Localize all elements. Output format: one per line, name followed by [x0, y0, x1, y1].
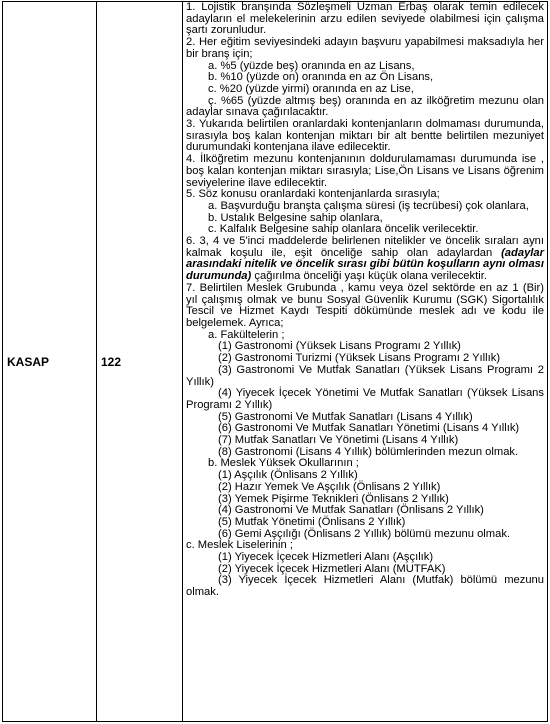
- requirement-7a5: (5) Gastronomi Ve Mutfak Sanatları (Lisans 4 Yıllık): [218, 410, 473, 423]
- code-cell: [97, 2, 183, 722]
- requirement-7a6: (6) Gastronomi Ve Mutfak Sanatları Yönetimi (Lisans 4 Yıllık): [218, 422, 520, 435]
- requirements-text: [186, 2, 544, 599]
- requirement-7a3: (3) Gastronomi Ve Mutfak Sanatları (Yüksek Lisans Programı 2 Yıllık): [186, 363, 544, 388]
- requirement-7c1: (1) Yiyecek İçecek Hizmetleri Alanı (Aşçılık): [218, 551, 434, 564]
- requirement-7c2: (2) Yiyecek İçecek Hizmetleri Alanı (MUTFAK): [218, 562, 446, 575]
- requirement-6: [186, 236, 544, 283]
- requirement-1: 1. Lojistik branşında Sözleşmeli Uzman Erbaş olarak temin edilecek adayların el melekelerinin arzu edilen seviyede olabilmesi için çalışma şartı zorunludur.: [186, 1, 544, 37]
- requirement-6-emphasis: (adaylar arasındaki nitelik ve öncelik sırası gibi bütün koşulların aynı olması durumunda): [186, 246, 544, 283]
- requirement-5: 5. Söz konusu oranlardaki kontenjanlarda sırasıyla;: [186, 188, 440, 201]
- requirements-cell: [183, 2, 548, 722]
- requirement-7a1: (1) Gastronomi (Yüksek Lisans Programı 2 Yıllık): [218, 340, 461, 353]
- requirement-6-end: çağırılma önceliği yaşı küçük olana verilecektir.: [251, 270, 487, 283]
- requirement-2c: c. %20 (yüzde yirmi) oranında en az Lise,: [208, 82, 414, 95]
- requirement-7a: a. Fakültelerin ;: [208, 328, 285, 341]
- requirement-6-start: 6. 3, 4 ve 5'inci maddelerde belirlenen nitelikler ve öncelik sıraları aynı kalmak koşulu ile, eşit önceliğe sahip olan adaylardan: [186, 235, 544, 259]
- requirement-5a: a. Başvurduğu branşta çalışma süresi (iş tecrübesi) çok olanlara,: [208, 199, 529, 212]
- branch-cell: [3, 2, 97, 722]
- requirement-7b5: (5) Mutfak Yönetimi (Önlisans 2 Yıllık): [218, 515, 406, 528]
- requirement-7a2: (2) Gastronomi Turizmi (Yüksek Lisans Programı 2 Yıllık): [218, 352, 501, 365]
- requirement-5c: c. Kalfalık Belgesine sahip olanlara öncelik verilecektir.: [208, 223, 479, 236]
- requirement-7b: b. Meslek Yüksek Okullarının ;: [208, 457, 359, 470]
- requirement-5b: b. Ustalık Belgesine sahip olanlara,: [208, 211, 383, 224]
- requirement-7a4: (4) Yiyecek İçecek Yönetimi Ve Mutfak Sanatları (Yüksek Lisans Programı 2 Yıllık): [186, 387, 544, 411]
- table-row: [3, 2, 548, 722]
- requirement-7a7: (7) Mutfak Sanatları Ve Yönetimi (Lisans 4 Yıllık): [218, 434, 459, 447]
- requirement-2d: ç. %65 (yüzde altmış beş) oranında en az ilköğretim mezunu olan adaylar sınava çağırılacaktır.: [186, 94, 544, 119]
- requirement-7b1: (1) Aşçılık (Önlisans 2 Yıllık): [218, 469, 358, 482]
- requirement-7b2: (2) Hazır Yemek Ve Aşçılık (Önlisans 2 Yıllık): [218, 480, 441, 493]
- branch-code: 122: [101, 354, 122, 369]
- requirement-7b4: (4) Gastronomi Ve Mutfak Sanatları (Önlisans 2 Yıllık): [218, 504, 484, 517]
- requirement-7b3: (3) Yemek Pişirme Teknikleri (Önlisans 2 Yıllık): [218, 492, 449, 505]
- requirement-2: 2. Her eğitim seviyesindeki adayın başvuru yapabilmesi maksadıyla her bir branş için;: [186, 36, 544, 60]
- requirement-4: 4. İlköğretim mezunu kontenjanının doldurulamaması durumunda ise , boş kalan kontenjan miktarı sırasıyla; Lise,Ön Lisans ve Lisans öğrenim seviyelerine ilave edilecektir.: [186, 153, 544, 189]
- requirement-2a: a. %5 (yüzde beş) oranında en az Lisans,: [208, 59, 415, 72]
- requirement-7a8: (8) Gastronomi (Lisans 4 Yıllık) bölümlerinden mezun olmak.: [218, 445, 519, 458]
- requirement-7c3: (3) Yiyecek İçecek Hizmetleri Alanı (Mutfak) bölümü mezunu olmak.: [186, 574, 544, 599]
- branch-name: KASAP: [7, 354, 50, 369]
- requirements-table: [2, 1, 548, 722]
- requirement-7b6: (6) Gemi Aşçılığı (Önlisans 2 Yıllık) bölümü mezunu olmak.: [218, 527, 511, 540]
- requirement-2b: b. %10 (yüzde on) oranında en az Ön Lisans,: [208, 71, 434, 84]
- requirement-7: 7. Belirtilen Meslek Grubunda , kamu veya özel sektörde en az 1 (Bir) yıl çalışmış olmak ve bunu Sosyal Güvenlik Kurumu (SGK) Sigortalılık Tescil ve Hizmet Kaydı Tespiti dökümünde meslek adı ve kodu ile belgelemek. Ayrıca;: [186, 281, 544, 329]
- requirement-3: 3. Yukarıda belirtilen oranlardaki kontenjanların dolmaması durumunda, sırasıyla boş kalan kontenjan miktarı bir alt bentte belirtilen mezuniyet durumundaki kontenjana ilave edilecektir.: [186, 118, 544, 154]
- requirement-7c: c. Meslek Liselerinin ;: [186, 539, 293, 552]
